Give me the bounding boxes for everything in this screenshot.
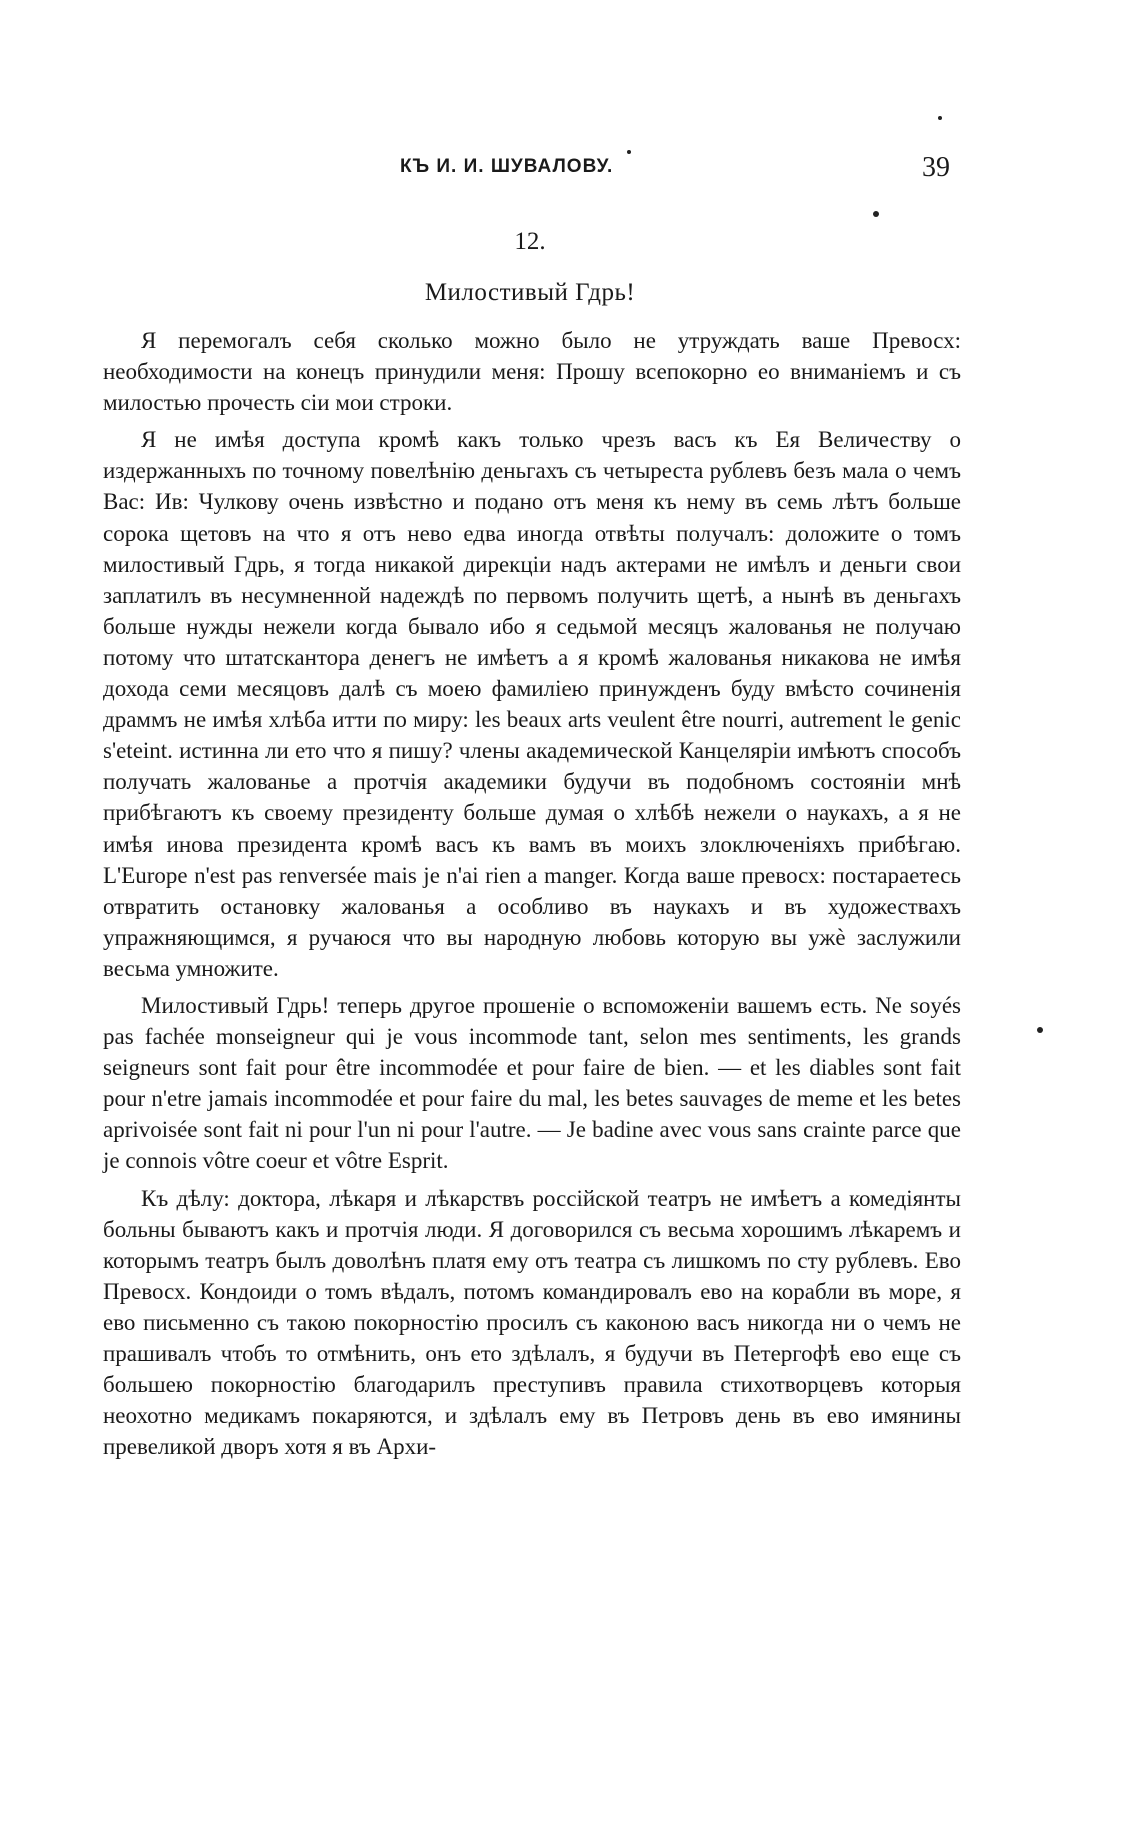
ink-speck — [627, 150, 631, 154]
ink-speck — [938, 116, 942, 120]
running-title: КЪ И. И. ШУВАЛОВУ. — [400, 156, 614, 177]
salutation: Милостивый Гдрь! — [424, 279, 636, 306]
paragraph: Къ дѣлу: доктора, лѣкаря и лѣкарствъ россійской театръ не имѣетъ а комедіянты больны бываютъ какъ и протчія люди. Я договорился съ весьма хорошимъ лѣкаремъ и которымъ театръ былъ доволѣнъ платя ему отъ театра съ лишкомъ по сту рублевъ. Ево Превосх. Кондоиди о томъ вѣдалъ, потомъ командировалъ ево на корабли въ море, я ево письменно съ такою покорностію просилъ съ каконою васъ никогда ни о чемъ не прашивалъ чтобъ то отмѣнить, онъ ето здѣлалъ, я будучи въ Петергофѣ ево еще съ большею покорностію благодарилъ преступивъ правила стихотворцевъ которыя неохотно медикамъ покаряются, и здѣлалъ ему въ Петровъ день въ ево имянины превеликой дворъ хотя я въ Архи- — [103, 1185, 961, 1460]
paragraph: Я не имѣя доступа кромѣ какъ только чрезъ васъ къ Ея Величеству о издержанныхъ по точному повелѣнію деньгахъ съ четыреста рублевъ безъ мала о чемъ Вас: Ив: Чулкову очень извѣстно и подано отъ меня къ нему въ семь лѣтъ больше сорока щетовъ на что я отъ нево едва иногда отвѣты получалъ: доложите о томъ милостивый Гдрь, я тогда никакой дирекціи надъ актерами не имѣлъ и деньги свои заплатилъ въ несумненной надеждѣ по первомъ получить щетѣ, а нынѣ въ деньгахъ больше нужды нежели когда бывало ибо я седьмой месяцъ жалованья не получаю потому что штатскантора денегъ не имѣетъ а я кромѣ жалованья никакова не имѣя дохода семи месяцовъ далѣ съ моею фамиліею принужденъ буду вмѣсто сочиненія драммъ не имѣя хлѣба итти по миру: les beaux arts veulent être nourri, autrement le genic s'eteint. истинна ли ето что я пишу? члены академической Канцеляріи имѣютъ способъ получать жалованье а протчія академики будучи въ подобномъ состояніи мнѣ прибѣгаютъ къ своему президенту больше думая о хлѣбѣ нежели о наукахъ, а я не имѣя инова президента кромѣ васъ къ вамъ въ моихъ злоключеніяхъ прибѣгаю. L'Europe n'est pas renversée mais je n'ai rien a manger. Когда ваше превосх: постараетесь отвратить остановку жалованья а особливо въ наукахъ и въ художествахъ упражняющимся, я ручаюся что вы народную любовь которую вы ужѐ заслужили весьма умножите. — [103, 427, 961, 981]
paragraph: Милостивый Гдрь! теперь другое прошеніе о вспоможеніи вашемъ есть. Ne soyés pas fachée monseigneur qui je vous incommode tant, selon mes sentiments, les grands seigneurs sont fait pour être incommodée et pour faire de bien. — et les diables sont fait pour n'etre jamais incommodée et pour faire du mal, les betes sauvages de meme et les betes aprivoisée sont fait ni pour l'un ni pour l'autre. — Je badine avec vous sans crainte parce que je connois vôtre coeur et vôtre Esprit. — [103, 992, 961, 1174]
letter-number: 12. — [514, 228, 546, 255]
ink-speck — [873, 211, 879, 217]
page-number: 39 — [922, 152, 950, 183]
running-head — [0, 152, 1140, 192]
ink-speck — [1037, 1027, 1043, 1033]
paragraph: Я перемогалъ себя сколько можно было не утруждать ваше Превосх: необходимости на конецъ принудили меня: Прошу всепокорно ео вниманіемъ и съ милостью прочесть сіи мои строки. — [103, 328, 961, 416]
letter-body — [103, 325, 961, 1468]
